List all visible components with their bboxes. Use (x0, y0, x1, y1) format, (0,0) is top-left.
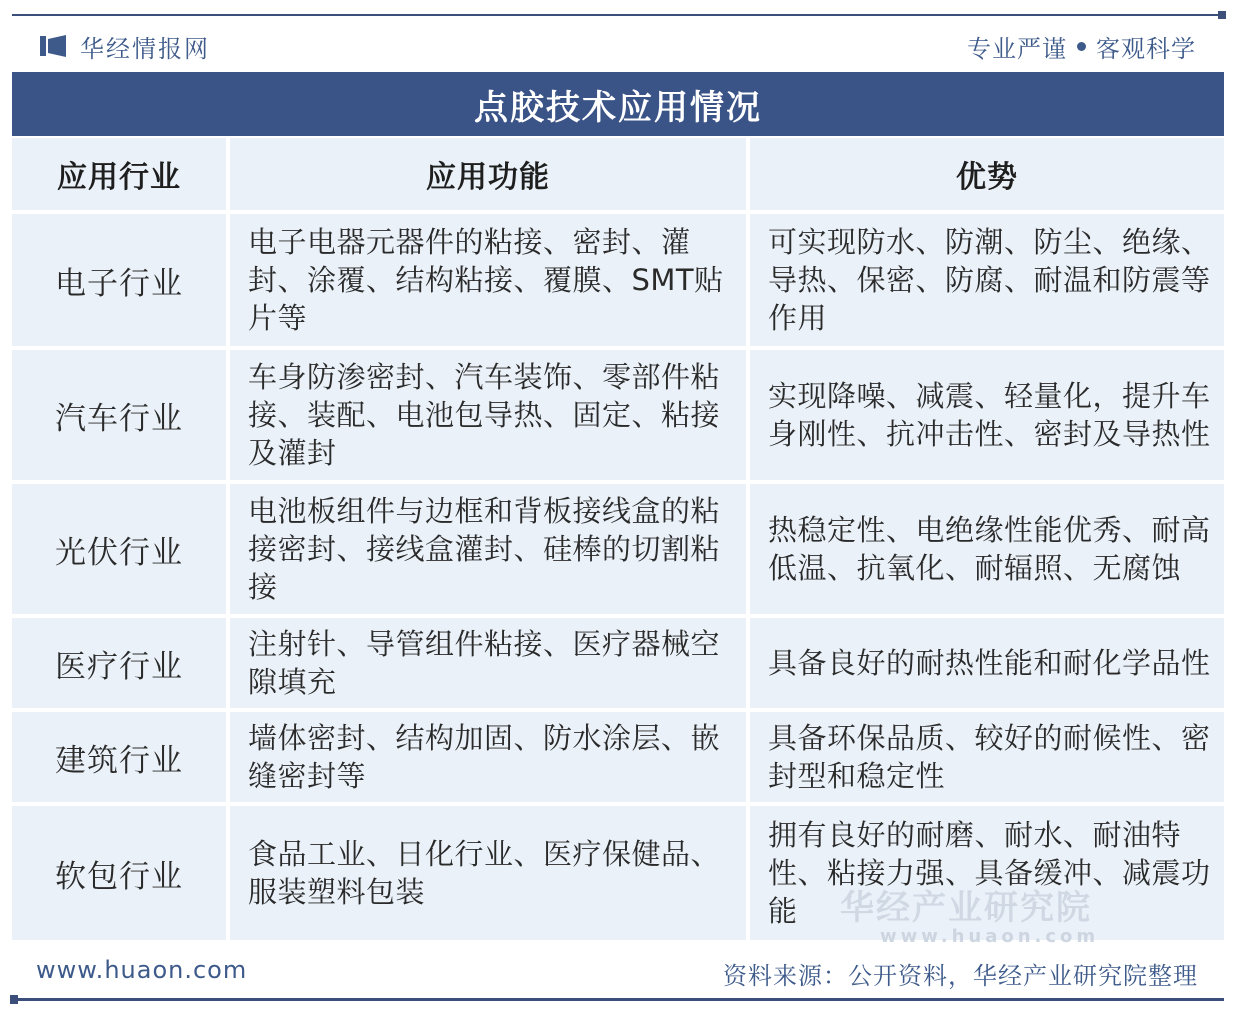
watermark-url: www.huaon.com (880, 926, 1100, 947)
industry-cell: 医疗行业 (12, 618, 226, 708)
watermark-text: 华经产业研究院 (840, 888, 1092, 928)
table-row (12, 350, 1224, 480)
header-cell-advantage: 优势 (750, 138, 1224, 210)
industry-cell: 软包行业 (12, 806, 226, 940)
advantage-cell: 具备环保品质、较好的耐候性、密封型和稳定性 (750, 712, 1224, 802)
industry-cell: 光伏行业 (12, 484, 226, 614)
header-cell-function: 应用功能 (230, 138, 746, 210)
table-row (12, 712, 1224, 802)
top-divider (12, 14, 1224, 16)
application-table (12, 138, 1224, 940)
footer-source: 资料来源：公开资料，华经产业研究院整理 (723, 962, 1198, 990)
footer-url: www.huaon.com (36, 956, 248, 984)
function-cell: 车身防渗密封、汽车装饰、零部件粘接、装配、电池包导热、固定、粘接及灌封 (230, 350, 746, 480)
header-cell-industry: 应用行业 (12, 138, 226, 210)
table-header-row (12, 138, 1224, 210)
motto-left: 专业严谨 (967, 34, 1067, 63)
function-cell: 墙体密封、结构加固、防水涂层、嵌缝密封等 (230, 712, 746, 802)
function-cell: 食品工业、日化行业、医疗保健品、服装塑料包装 (230, 806, 746, 940)
advantage-cell: 可实现防水、防潮、防尘、绝缘、导热、保密、防腐、耐温和防震等作用 (750, 214, 1224, 346)
motto-right: 客观科学 (1096, 34, 1196, 63)
table-row (12, 618, 1224, 708)
table-row (12, 484, 1224, 614)
table-row (12, 214, 1224, 346)
advantage-cell: 实现降噪、减震、轻量化，提升车身刚性、抗冲击性、密封及导热性 (750, 350, 1224, 480)
motto-dot-icon (1077, 42, 1086, 51)
function-cell: 电子电器元器件的粘接、密封、灌封、涂覆、结构粘接、覆膜、SMT贴片等 (230, 214, 746, 346)
title-banner (12, 72, 1224, 136)
brand-name: 华经情报网 (80, 34, 210, 63)
motto (967, 28, 1196, 64)
page-title: 点胶技术应用情况 (474, 87, 762, 128)
bottom-divider-cap (10, 995, 18, 1004)
brand-logo-icon (38, 33, 68, 59)
industry-cell: 电子行业 (12, 214, 226, 346)
top-divider-cap (1218, 11, 1226, 19)
brand (38, 28, 210, 64)
industry-cell: 建筑行业 (12, 712, 226, 802)
bottom-divider (12, 998, 1224, 1001)
industry-cell: 汽车行业 (12, 350, 226, 480)
advantage-cell: 拥有良好的耐磨、耐水、耐油特性、粘接力强、具备缓冲、减震功能 (750, 806, 1224, 940)
advantage-cell: 热稳定性、电绝缘性能优秀、耐高低温、抗氧化、耐辐照、无腐蚀 (750, 484, 1224, 614)
function-cell: 注射针、导管组件粘接、医疗器械空隙填充 (230, 618, 746, 708)
function-cell: 电池板组件与边框和背板接线盒的粘接密封、接线盒灌封、硅棒的切割粘接 (230, 484, 746, 614)
advantage-cell: 具备良好的耐热性能和耐化学品性 (750, 618, 1224, 708)
